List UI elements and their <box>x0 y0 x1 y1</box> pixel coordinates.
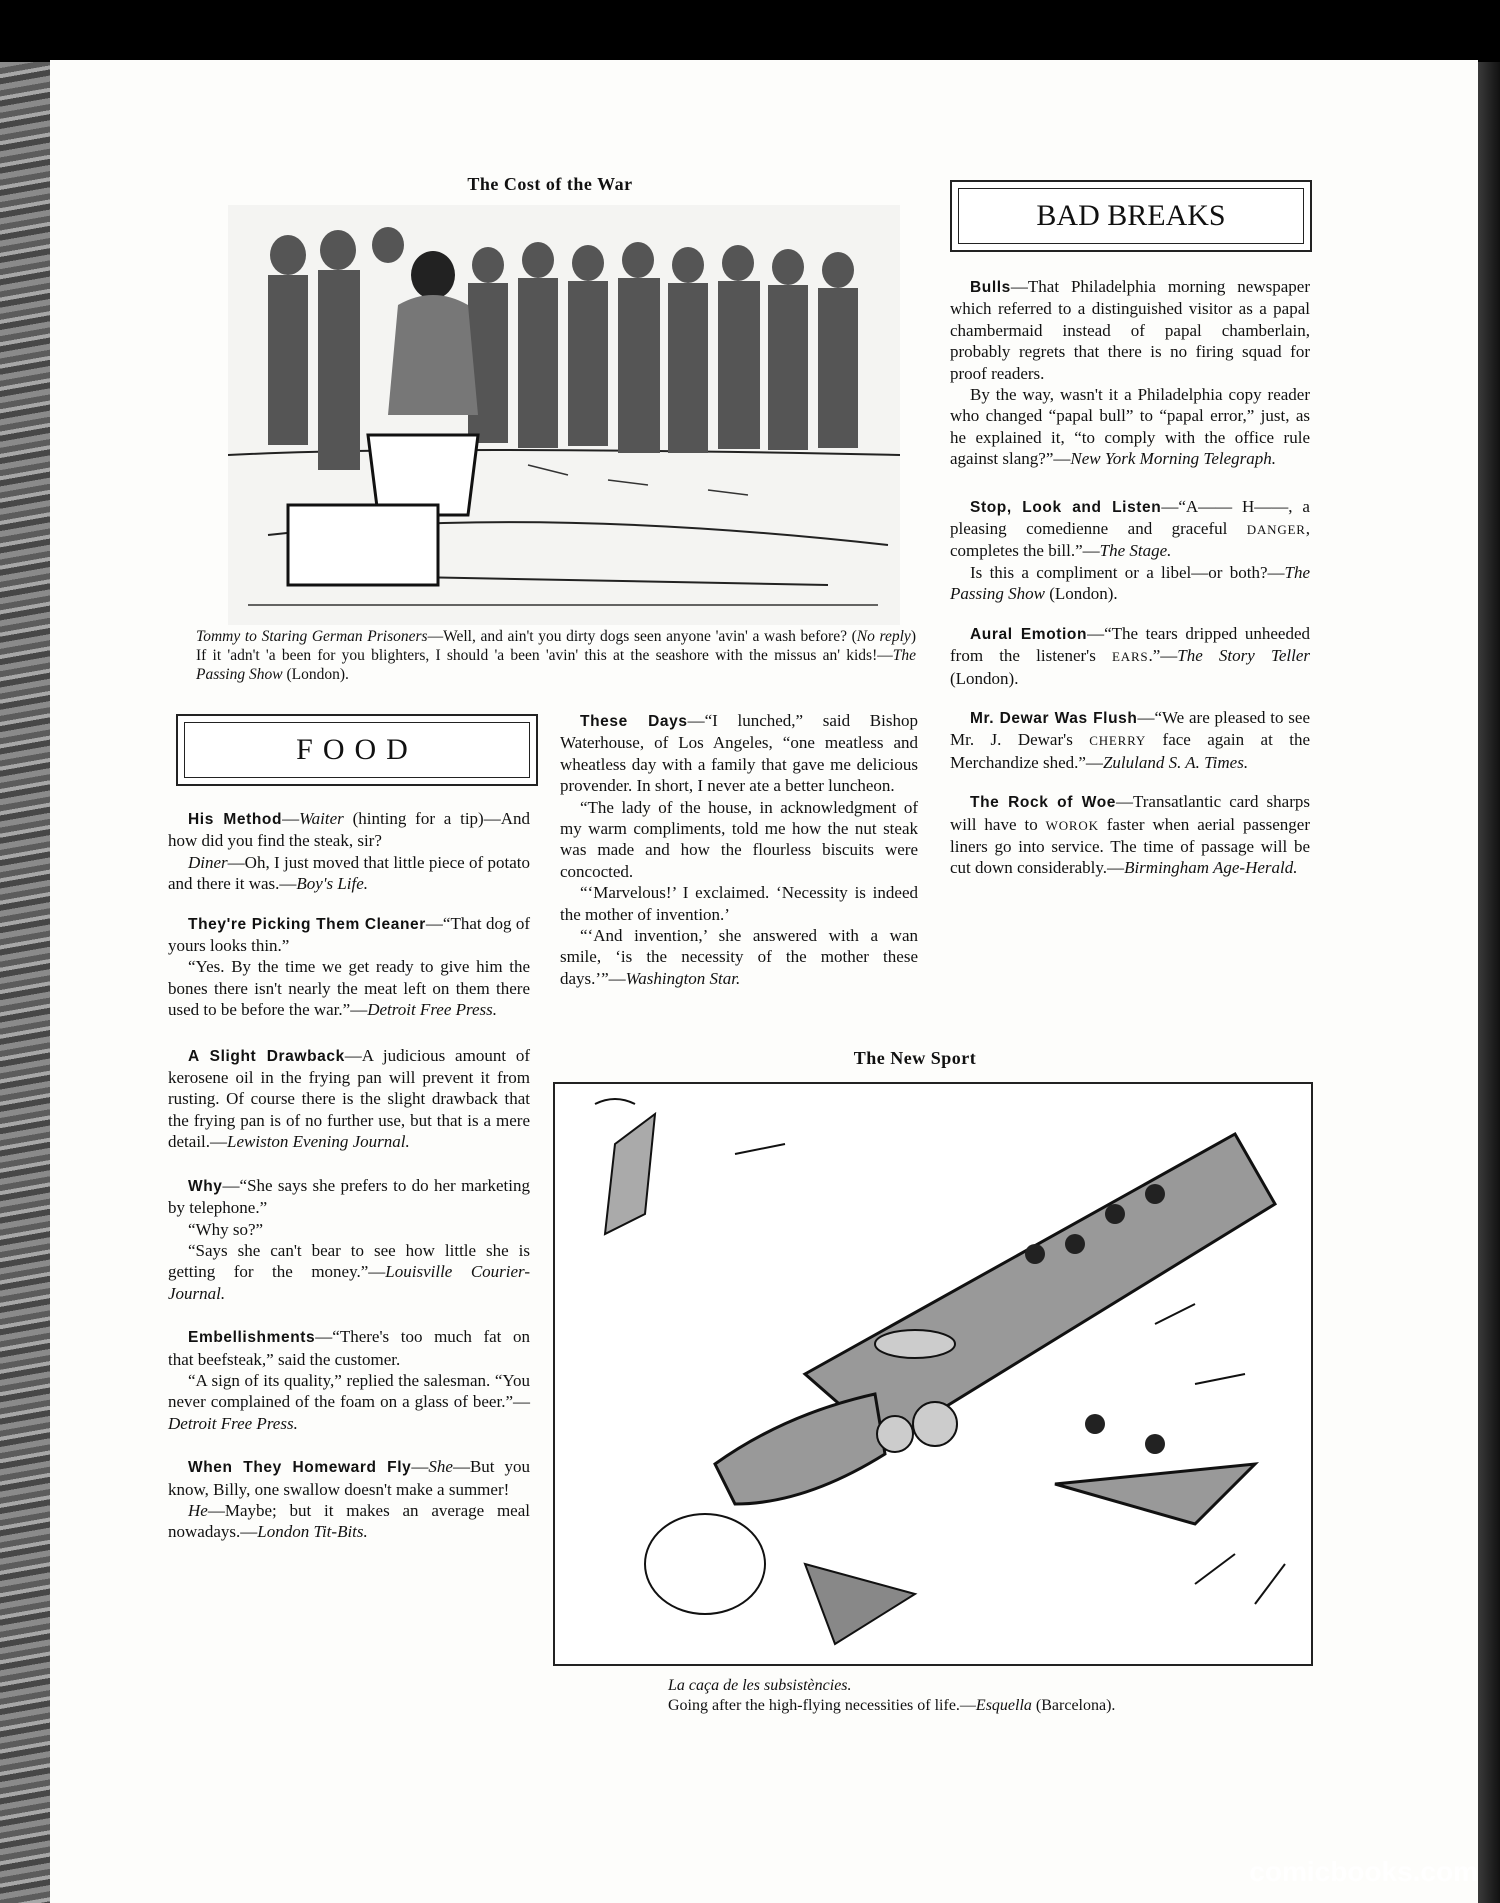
bad-breaks-heading-box <box>950 180 1312 252</box>
bad-breaks-item: Bulls—That Philadelphia morning newspaper which referred to a distinguished visitor as a papal chambermaid instead of papal chamberlain, probably regrets that there is no firing squad for proof readers. By the way, wasn't it a Philadelphia copy reader who changed “papal bull” to “papal error,” just, as he explained it, “to comply with the office rule against slang?”—New York Morning Telegraph. <box>950 277 1310 469</box>
cartoon-bottom-title: The New Sport <box>853 1048 977 1068</box>
food-heading: FOOD <box>296 733 418 766</box>
food-item: A Slight Drawback—A judicious amount of kerosene oil in the frying pan will prevent it from rusting. Of course there is the slight drawback that the frying pan is of no further use, but that is a mere detail.—Lewiston Evening Journal. <box>168 1045 530 1152</box>
watermark: comicbooks.com <box>1249 1856 1478 1887</box>
bad-breaks-item: Mr. Dewar Was Flush—“We are pleased to see Mr. J. Dewar's CHERRY face again at the Merchandize shed.”—Zululand S. A. Times. <box>950 707 1310 772</box>
food-item: Why—“She says she prefers to do her marketing by telephone.” “Why so?” “Says she can't bear to see how little she is getting for the money.”—Louisville Courier-Journal. <box>168 1175 530 1303</box>
food-item: They're Picking Them Cleaner—“That dog of yours looks thin.” “Yes. By the time we get ready to give him the bones there isn't nearly the meat left on them there used to be before the war.”—Detroit Free Press. <box>168 913 531 1020</box>
food-heading-box <box>176 714 538 786</box>
cartoon-top-title: The Cost of the War <box>467 174 633 194</box>
bad-breaks-heading: BAD BREAKS <box>1036 199 1226 232</box>
these-days-column: These Days—“I lunched,” said Bishop Waterhouse, of Los Angeles, “one meatless and wheatless day with a family that gave me delicious provender. In short, I never ate a better luncheon. “The lady of the house, in acknowledgment of my warm compliments, told me how the nut steak was made and how the flourless biscuits were concocted. “‘Marvelous!’ I exclaimed. ‘Necessity is indeed the mother of invention.’ “‘And invention,’ she answered with a wan smile, ‘is the necessity of the mother these days.’”—Washington Star. <box>560 711 918 988</box>
bad-breaks-column <box>950 276 1310 897</box>
book-binding <box>0 62 50 1903</box>
cost-of-war-illustration <box>228 205 900 625</box>
bad-breaks-item: Aural Emotion—“The tears dripped unheeded from the listener's EARS.”—The Story Teller (London). <box>950 623 1310 688</box>
food-item: His Method—Waiter (hinting for a tip)—And how did you find the steak, sir? Diner—Oh, I just moved that little piece of potato and there it was.—Boy's Life. <box>168 809 530 894</box>
cartoon-top-caption: Tommy to Staring German Prisoners—Well, and ain't you dirty dogs seen anyone 'avin' a wash before? (No reply) If it 'adn't 'a been for you blighters, I should 'a been 'avin' this at the seashore with the missus an' kids!—The Passing Show (London). <box>196 628 916 683</box>
page-edge <box>1478 62 1500 1903</box>
food-column <box>168 808 530 1561</box>
bad-breaks-item: Stop, Look and Listen—“A—— H——, a pleasing comedienne and graceful DANGER, completes the bill.”—The Stage. Is this a compliment or a libel—or both?—The Passing Show (London). <box>950 496 1310 604</box>
cartoon-bottom-caption: La caça de les subsistències. Going after the high-flying necessities of life.—Esquella (Barcelona). <box>668 1677 1116 1714</box>
bad-breaks-item: The Rock of Woe—Transatlantic card sharps will have to WOROK faster when aerial passenger liners go into service. The time of passage will be cut down considerably.—Birmingham Age-Herald. <box>950 792 1310 878</box>
food-item: Embellishments—“There's too much fat on that beefsteak,” said the customer. “A sign of its quality,” replied the salesman. “You never complained of the foam on a glass of beer.”—Detroit Free Press. <box>168 1327 530 1433</box>
food-item: When They Homeward Fly—She—But you know, Billy, one swallow doesn't make a summer! He—Maybe; but it makes an average meal nowadays.—London Tit-Bits. <box>168 1457 531 1542</box>
new-sport-illustration <box>553 1082 1313 1666</box>
